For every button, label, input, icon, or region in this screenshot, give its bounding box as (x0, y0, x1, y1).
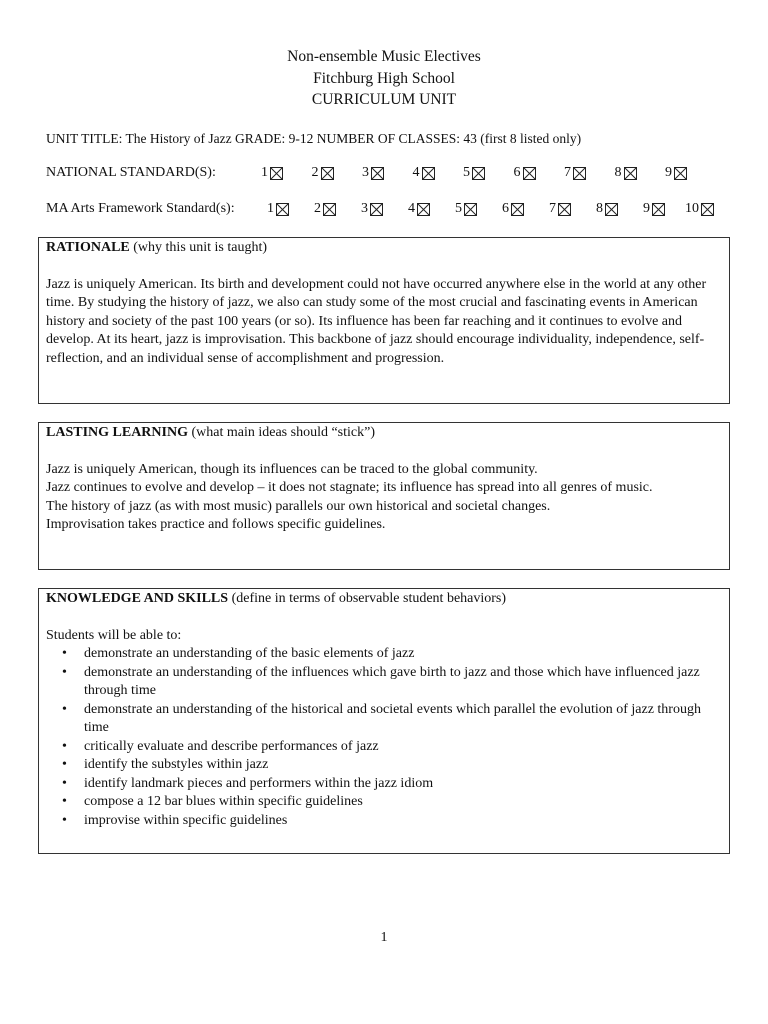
list-item-text: improvise within specific guidelines (84, 812, 288, 828)
standard-number: 4 (412, 165, 420, 180)
standard-number: 1 (261, 165, 268, 180)
header-program: Non-ensemble Music Electives (287, 48, 481, 65)
ma-standard-8 (591, 201, 638, 217)
national-standard-2 (307, 165, 358, 181)
ma-standards-label: MA Arts Framework Standard(s): (46, 201, 235, 216)
checked-box-icon[interactable] (270, 167, 283, 180)
lasting-learning-line: Improvisation takes practice and follows specific guidelines. (46, 517, 386, 532)
list-item (62, 645, 722, 664)
ma-standard-10 (685, 201, 732, 217)
standard-number: 2 (314, 201, 321, 216)
lasting-learning-subtitle: (what main ideas should “stick”) (187, 425, 375, 440)
rationale-box (38, 237, 730, 404)
knowledge-skills-box (38, 588, 730, 854)
header-school: Fitchburg High School (313, 69, 455, 87)
ma-standards-row (46, 201, 732, 217)
list-item (62, 812, 722, 831)
national-standard-5 (458, 165, 509, 181)
checked-box-icon[interactable] (321, 167, 334, 180)
checked-box-icon[interactable] (370, 203, 383, 216)
knowledge-skills-heading (46, 590, 722, 609)
ma-standard-7 (544, 201, 591, 217)
lasting-learning-box (38, 422, 730, 570)
standard-number: 2 (311, 165, 319, 180)
checked-box-icon[interactable] (472, 167, 485, 180)
checked-box-icon[interactable] (417, 203, 430, 216)
ma-standard-9 (638, 201, 685, 217)
bullet-icon: • (62, 664, 67, 680)
list-item-text: identify landmark pieces and performers within the jazz idiom (84, 775, 434, 791)
bullet-icon: • (62, 775, 67, 791)
ma-standard-3 (356, 201, 403, 217)
bullet-icon: • (62, 738, 67, 754)
standard-number: 8 (614, 165, 622, 180)
checked-box-icon[interactable] (422, 167, 435, 180)
checked-box-icon[interactable] (605, 203, 618, 216)
standard-number: 6 (513, 165, 521, 180)
ma-standard-5 (450, 201, 497, 217)
standard-number: 6 (502, 201, 509, 216)
ma-standard-2 (309, 201, 356, 217)
national-standard-9 (660, 165, 711, 181)
list-item-text: identify the substyles within jazz (84, 757, 269, 772)
ma-standard-1 (262, 201, 309, 217)
rationale-heading (46, 239, 722, 258)
checked-box-icon[interactable] (464, 203, 477, 216)
list-item (62, 701, 722, 738)
standard-number: 3 (362, 165, 369, 180)
list-item (62, 756, 722, 775)
standard-number: 4 (408, 201, 415, 216)
list-item (62, 775, 722, 794)
bullet-icon: • (62, 794, 67, 809)
standard-number: 8 (596, 201, 603, 216)
ma-standard-4 (403, 201, 450, 217)
rationale-title: RATIONALE (46, 240, 130, 255)
list-item (62, 738, 722, 757)
national-standard-8 (610, 165, 661, 181)
standard-number: 9 (643, 201, 650, 216)
lasting-learning-line: The history of jazz (as with most music) parallels our own historical and societal changes. (46, 498, 551, 514)
national-standard-4 (408, 165, 459, 181)
lasting-learning-line: Jazz continues to evolve and develop – it does not stagnate; its influence has spread into all genres of music. (46, 480, 653, 495)
national-standard-3 (357, 165, 408, 181)
list-item-text: critically evaluate and describe performances of jazz (84, 738, 379, 754)
bullet-icon: • (62, 701, 67, 717)
ma-standard-6 (497, 201, 544, 217)
checked-box-icon[interactable] (523, 167, 536, 180)
standard-number: 7 (564, 165, 571, 180)
checked-box-icon[interactable] (674, 167, 687, 180)
bullet-icon: • (62, 812, 67, 828)
checked-box-icon[interactable] (652, 203, 665, 216)
checked-box-icon[interactable] (701, 203, 714, 216)
header-doc-type: CURRICULUM UNIT (311, 91, 457, 108)
national-standard-6 (509, 165, 560, 181)
checked-box-icon[interactable] (573, 167, 586, 180)
national-standard-7 (559, 165, 610, 181)
standard-number: 5 (463, 165, 470, 180)
standard-number: 10 (685, 201, 699, 216)
standard-number: 9 (665, 165, 672, 180)
national-standards-label: NATIONAL STANDARD(S): (46, 165, 216, 180)
standard-number: 1 (267, 201, 274, 216)
lasting-learning-line: Jazz is uniquely American, though its influences can be traced to the global community. (46, 461, 538, 477)
national-standard-1 (256, 165, 307, 181)
list-item-text: demonstrate an understanding of the historical and societal events which parallel the evolution of jazz through time (84, 701, 701, 735)
unit-info-line: UNIT TITLE: The History of Jazz GRADE: 9-12 NUMBER OF CLASSES: 43 (first 8 listed only) (46, 131, 582, 146)
standard-number: 7 (549, 201, 556, 216)
list-item (62, 793, 722, 812)
checked-box-icon[interactable] (511, 203, 524, 216)
bullet-icon: • (62, 646, 67, 661)
knowledge-skills-intro: Students will be able to: (46, 627, 182, 643)
lasting-learning-heading (46, 424, 722, 443)
checked-box-icon[interactable] (323, 203, 336, 216)
checked-box-icon[interactable] (371, 167, 384, 180)
national-standards-row (46, 165, 711, 181)
list-item-text: compose a 12 bar blues within specific guidelines (84, 794, 363, 809)
rationale-body: Jazz is uniquely American. Its birth and development could not have occurred anywhere else in the world at any other time. By studying the history of jazz, we also can study some of the most crucial and fascinating events in American history and society of the past 100 years (or so). Its influence has been far reaching and it continues to evolve and develop. At its heart, jazz is improvisation. This backbone of jazz should encourage individuality, independence, self-reflection, and an individual sense of accomplishment and progression. (46, 276, 707, 366)
checked-box-icon[interactable] (558, 203, 571, 216)
list-item (62, 664, 722, 701)
knowledge-skills-list (46, 645, 722, 830)
standard-number: 3 (361, 201, 368, 216)
list-item-text: demonstrate an understanding of the influences which gave birth to jazz and those which have influenced jazz through time (84, 664, 700, 698)
checked-box-icon[interactable] (624, 167, 637, 180)
knowledge-skills-subtitle: (define in terms of observable student behaviors) (228, 591, 507, 606)
rationale-subtitle: (why this unit is taught) (129, 240, 268, 255)
bullet-icon: • (62, 757, 67, 772)
lasting-learning-title: LASTING LEARNING (46, 425, 188, 440)
page-number: 1 (380, 930, 388, 945)
document-header (0, 46, 768, 111)
knowledge-skills-title: KNOWLEDGE AND SKILLS (46, 591, 229, 606)
list-item-text: demonstrate an understanding of the basic elements of jazz (84, 646, 415, 661)
checked-box-icon[interactable] (276, 203, 289, 216)
standard-number: 5 (455, 201, 462, 216)
